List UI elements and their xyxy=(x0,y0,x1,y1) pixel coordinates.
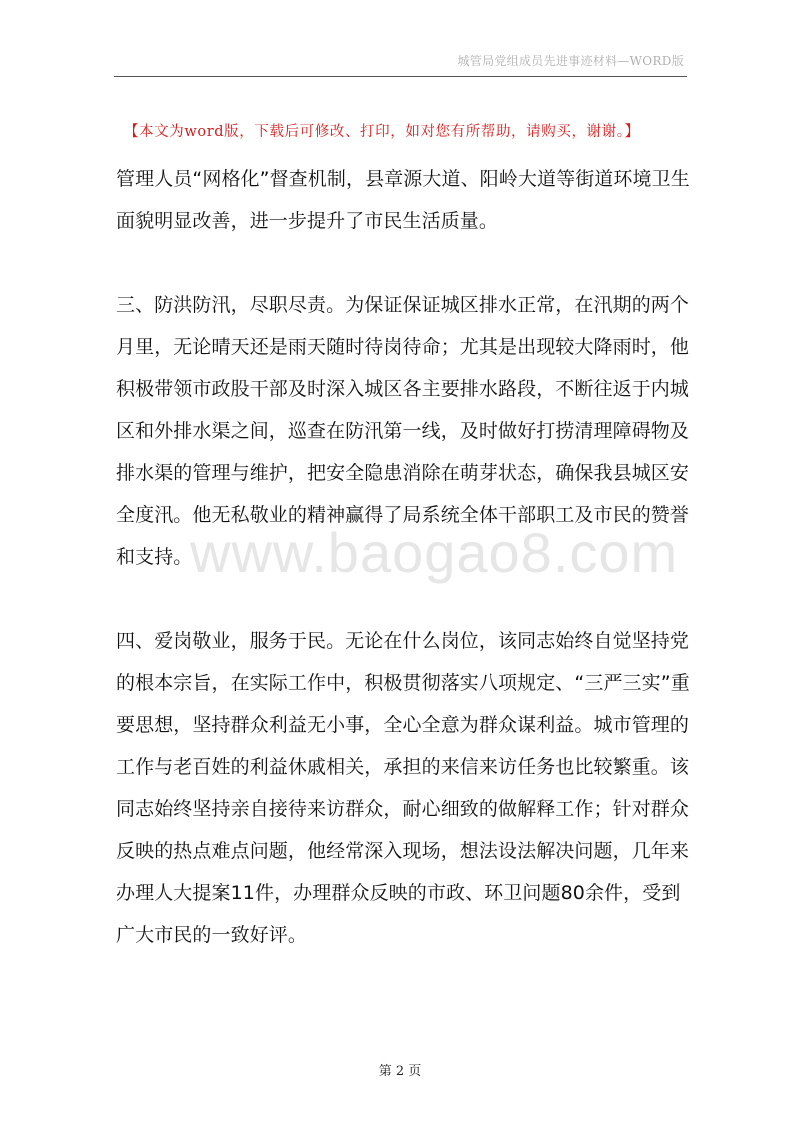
paragraph-3: 四、爱岗敬业，服务于民。无论在什么岗位，该同志始终自觉坚持党的根本宗旨，在实际工作中，积极贯彻落实八项规定、“三严三实”重要思想，坚持群众利益无小事，全心全意为群众谋利益。城市管理的工作与老百姓的利益休戚相关，承担的来信来访任务也比较繁重。该同志始终坚持亲自接待来访群众，耐心细致的做解释工作；针对群众反映的热点难点问题，他经常深入现场，想法设法解决问题，几年来办理人大提案11件，办理群众反映的市政、环卫问题80余件，受到广大市民的一致好评。 xyxy=(116,630,690,946)
page-number: 第 2 页 xyxy=(378,1064,422,1079)
paragraph-2: 三、防洪防汛，尽职尽责。为保证保证城区排水正常，在汛期的两个月里，无论晴天还是雨天随时待岗待命；尤其是出现较大降雨时，他积极带领市政股干部及时深入城区各主要排水路段，不断往返于内城区和外排水渠之间，巡查在防汛第一线，及时做好打捞清理障碍物及排水渠的管理与维护，把安全隐患消除在萌芽状态，确保我县城区安全度汛。他无私敬业的精神赢得了局系统全体干部职工及市民的赞誉和支持。 xyxy=(116,294,690,568)
download-notice: 【本文为word版，下载后可修改、打印，如对您有所帮助，请购买，谢谢。】 xyxy=(124,124,640,140)
watermark: www.baogao8.com xyxy=(190,521,679,584)
paragraph-1: 管理人员“网格化”督查机制，县章源大道、阳岭大道等街道环境卫生面貌明显改善，进一步提升了市民生活质量。 xyxy=(116,168,690,232)
header-divider xyxy=(114,76,687,77)
document-header-title: 城管局党组成员先进事迹材料—WORD版 xyxy=(457,54,684,68)
